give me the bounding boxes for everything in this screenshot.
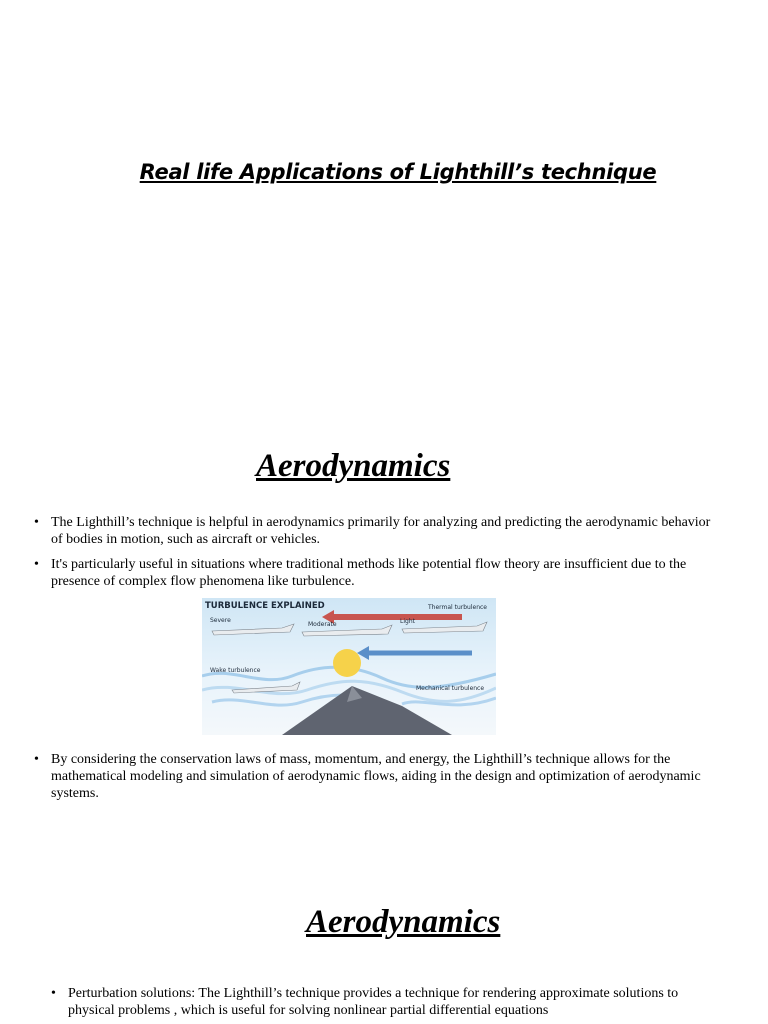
figure-label-severe: Severe bbox=[210, 617, 231, 624]
section-heading-aerodynamics-1: Aerodynamics bbox=[256, 448, 451, 484]
figure-label-moderate: Moderate bbox=[308, 621, 337, 628]
bullet-dot: • bbox=[34, 515, 39, 530]
bullet-dot: • bbox=[34, 557, 39, 572]
section-heading-aerodynamics-2: Aerodynamics bbox=[306, 904, 501, 940]
figure-label-light: Light bbox=[400, 618, 415, 625]
bullet-text: The Lighthill’s technique is helpful in aerodynamics primarily for analyzing and predicting the aerodynamic behavior of bodies in motion, such as aircraft or vehicles. bbox=[51, 515, 711, 547]
figure-label-wake: Wake turbulence bbox=[210, 667, 261, 674]
bullet-item bbox=[34, 751, 716, 802]
mountain-shape bbox=[282, 686, 452, 735]
bullet-dot: • bbox=[34, 752, 39, 767]
figure-title: TURBULENCE EXPLAINED bbox=[205, 601, 325, 611]
turbulence-illustration bbox=[202, 598, 496, 735]
bullet-item bbox=[34, 556, 711, 590]
bullet-text: It's particularly useful in situations where traditional methods like potential flow theory are insufficient due to the presence of complex flow phenomena like turbulence. bbox=[51, 557, 687, 589]
bullet-text: Perturbation solutions: The Lighthill’s technique provides a technique for rendering approximate solutions to physical problems , which is useful for solving nonlinear partial differential equations bbox=[68, 986, 679, 1018]
airplane-icon bbox=[212, 624, 294, 635]
sun-icon bbox=[333, 649, 361, 677]
figure-label-mechanical: Mechanical turbulence bbox=[416, 685, 485, 692]
figure-label-thermal: Thermal turbulence bbox=[428, 604, 488, 611]
bullet-dot: • bbox=[51, 986, 56, 1001]
bullet-text: By considering the conservation laws of mass, momentum, and energy, the Lighthill’s technique allows for the mathematical modeling and simulation of aerodynamic flows, aiding in the design and optimization of aerodynamic systems. bbox=[51, 752, 701, 801]
turbulence-figure bbox=[202, 598, 496, 735]
bullet-item bbox=[34, 514, 711, 548]
page-title: Real life Applications of Lighthill’s technique bbox=[139, 160, 657, 184]
bullet-item bbox=[51, 985, 718, 1019]
